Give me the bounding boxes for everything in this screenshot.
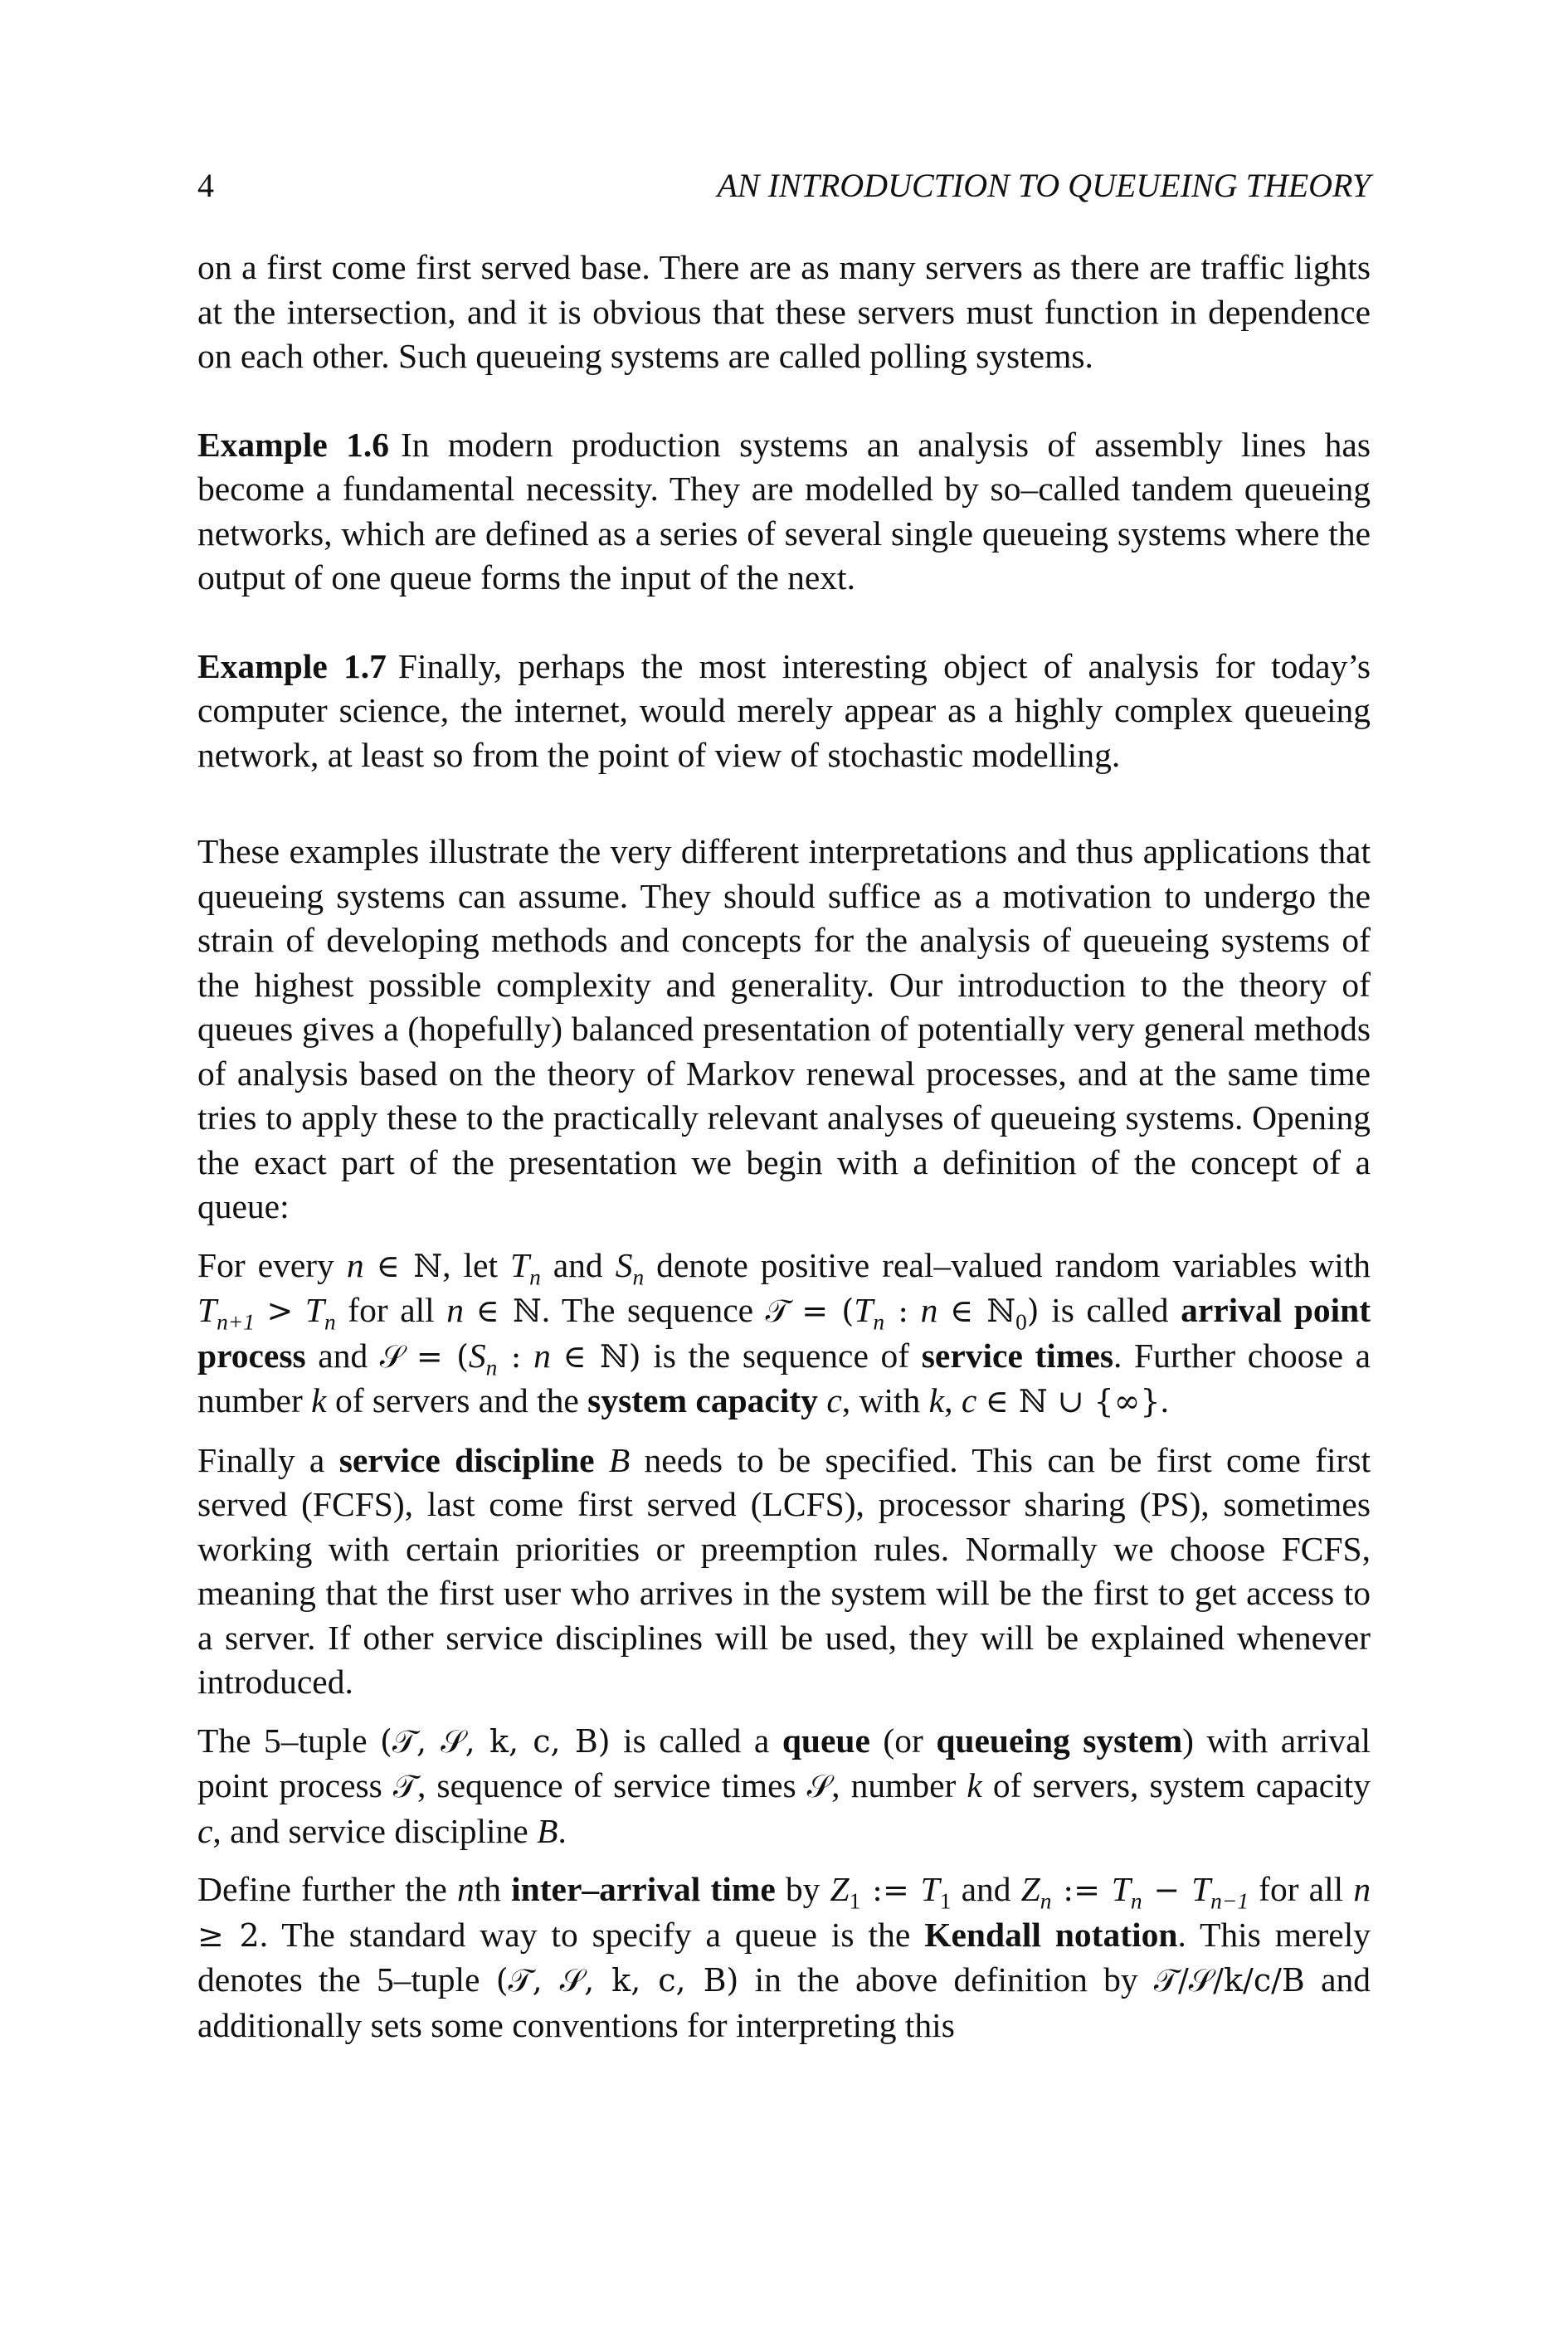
example-text: In modern production systems an analysis of assembly lines has become a fundamental necessity. They are modelled by so–called tandem queueing networks, which are defined as a series of several single queueing systems where the output of one queue forms the input of the next.: [197, 425, 1371, 597]
example-1-6: [197, 423, 1371, 601]
paragraph-introduction: These examples illustrate the very different interpretations and thus applications that queueing systems can assume. They should suffice as a motivation to undergo the strain of developing methods and concepts for the analysis of queueing systems of the highest possible complexity and generality. Our introduction to the theory of queues gives a (hopefully) balanced presentation of potentially very general methods of analysis based on the theory of Markov renewal processes, and at the same time tries to apply these to the practically relevant analyses of queueing systems. Opening the exact part of the presentation we begin with a definition of the concept of a queue:: [197, 832, 1371, 1225]
page-number: 4: [197, 167, 214, 204]
page-body: [197, 246, 1371, 2048]
definition-queue-elements: For every n ∈ ℕ, let $T_n$ and $S_n$ denote positive real–valued random variables with $T_{n+1} > T_n$ for all n ∈ ℕ. The sequence 𝒯 = ($T_n$ : n ∈ ℕ$_0$) is called arrival point process and 𝒮 = ($S_n$ : n ∈ ℕ) is the sequence of service times. Further choose a number k of servers and the system capacity c, with k, c ∈ ℕ ∪ {∞}.: [197, 1245, 1371, 1419]
paragraph-polling: on a first come first served base. There are as many servers as there are traffic lights at the intersection, and it is obvious that these servers must function in dependence on each other. Such queueing systems are called polling systems.: [197, 248, 1371, 375]
example-label: Example 1.7: [197, 646, 387, 685]
running-title: AN INTRODUCTION TO QUEUEING THEORY: [717, 167, 1371, 204]
definition-service-discipline: Finally a service discipline B needs to be specified. This can be first come first served (FCFS), last come first served (LCFS), processor sharing (PS), sometimes working with certain priorities or preemption rules. Normally we choose FCFS, meaning that the first user who arrives in the system will be the first to get access to a server. If other service disciplines will be used, they will be explained whenever introduced.: [197, 1440, 1371, 1701]
example-label: Example 1.6: [197, 425, 389, 464]
definition-queue-tuple: The 5–tuple (𝒯, 𝒮, k, c, B) is called a queue (or queueing system) with arrival point process 𝒯, sequence of service times 𝒮, number k of servers, system capacity c, and service discipline B.: [197, 1721, 1371, 1850]
definition-inter-arrival: Define further the nth inter–arrival time by $Z_1$ := $T_1$ and $Z_n$ := $T_n - T_{n-1}$ for all n ≥ 2. The standard way to specify a queue is the Kendall notation. This merely denotes the 5–tuple (𝒯, 𝒮, k, c, B) in the above definition by 𝒯/𝒮/k/c/B and additionally sets some conventions for interpreting this: [197, 1870, 1371, 2044]
example-text: Finally, perhaps the most interesting object of analysis for today’s computer science, the internet, would merely appear as a highly complex queueing network, at least so from the point of view of stochastic modelling.: [197, 646, 1371, 774]
example-1-7: [197, 645, 1371, 778]
